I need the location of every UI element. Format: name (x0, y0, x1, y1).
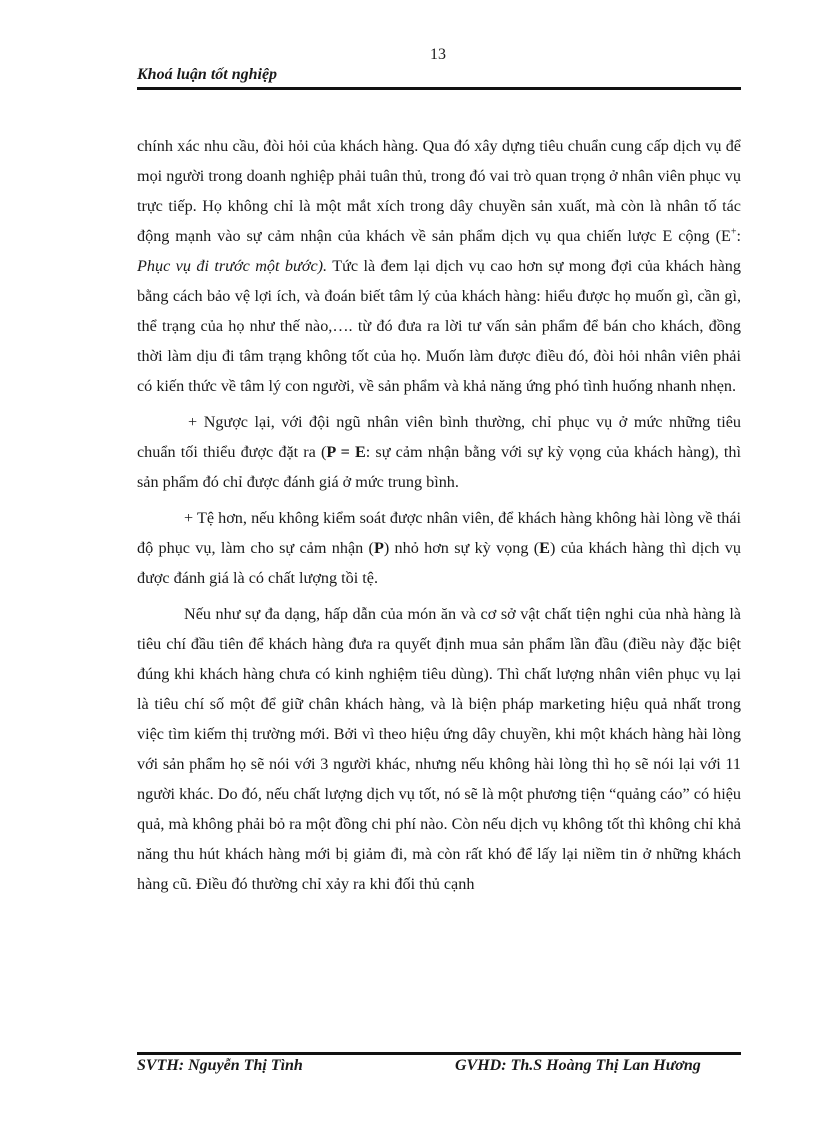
paragraph-2-formula: P = E (326, 443, 366, 461)
header-divider (137, 87, 741, 90)
paragraph-1-colon: : (736, 227, 741, 245)
e-plus-superscript: + (730, 226, 737, 238)
paragraph-3-text-a: + Tệ hơn, nếu không kiểm soát được nhân viên, để khách hàng không hài lòng về thái độ phục vụ, làm cho sự cảm nhận ( (137, 509, 741, 557)
paragraph-4: Nếu như sự đa dạng, hấp dẫn của món ăn và cơ sở vật chất tiện nghi của nhà hàng là tiêu chí đầu tiên để khách hàng đưa ra quyết định mua sản phẩm lần đầu (điều này đặc biệt đúng khi khách hàng chưa có kinh nghiệm tiêu dùng). Thì chất lượng nhân viên phục vụ lại là tiêu chí số một để giữ chân khách hàng, và là biện pháp marketing hiệu quả nhất trong việc tìm kiếm thị trường mới. Bởi vì theo hiệu ứng dây chuyền, khi một khách hàng hài lòng với sản phẩm họ sẽ nói với 3 người khác, nhưng nếu không hài lòng thì họ sẽ nói lại với 11 người khác. Do đó, nếu chất lượng dịch vụ tốt, nó sẽ là một phương tiện “quảng cáo” có hiệu quả, mà không phải bỏ ra một đồng chi phí nào. Còn nếu dịch vụ không tốt thì không chỉ khả năng thu hút khách hàng mới bị giảm đi, mà còn rất khó để lấy lại niềm tin ở những khách hàng cũ. Điều đó thường chỉ xảy ra khi đối thủ cạnh (137, 605, 741, 893)
footer-student: SVTH: Nguyễn Thị Tình (137, 1057, 303, 1074)
paragraph-3 (137, 503, 741, 593)
paragraph-3-bold-p: P (373, 539, 384, 557)
paragraph-1-text-a: chính xác nhu cầu, đòi hỏi của khách hàng. Qua đó xây dựng tiêu chuẩn cung cấp dịch vụ để mọi người trong doanh nghiệp phải tuân thủ, trong đó vai trò quan trọng ở nhân viên phục vụ trực tiếp. Họ không chỉ là một mắt xích trong dây chuyền sản xuất, mà còn là nhân tố tác động mạnh vào sự cảm nhận của khách về sản phẩm dịch vụ qua chiến lược E cộng (E (137, 137, 741, 245)
paragraph-1-text-b: Tức là đem lại dịch vụ cao hơn sự mong đợi của khách hàng bằng cách bảo vệ lợi ích, và đoán biết tâm lý của khách hàng: hiểu được họ muốn gì, cần gì, thể trạng của họ như thế nào,…. từ đó đưa ra lời tư vấn sản phẩm để bán cho khách, đồng thời làm dịu đi tâm trạng không tốt của họ. Muốn làm được điều đó, đòi hỏi nhân viên phải có kiến thức về tâm lý con người, về sản phẩm và khả năng ứng phó tình huống nhanh nhẹn. (137, 257, 741, 395)
document-header-title: Khoá luận tốt nghiệp (137, 66, 278, 83)
paragraph-2-text-a: + Ngược lại, với đội ngũ nhân viên bình thường, chỉ phục vụ ở mức những tiêu chuẩn tối thiểu được đặt ra ( (137, 413, 741, 461)
footer-advisor: GVHD: Th.S Hoàng Thị Lan Hương (455, 1057, 701, 1074)
paragraph-3-text-b: ) nhỏ hơn sự kỳ vọng ( (383, 539, 540, 557)
paragraph-1 (137, 131, 741, 401)
paragraph-3-text-c: ) của khách hàng thì dịch vụ được đánh giá là có chất lượng tồi tệ. (137, 539, 741, 587)
paragraph-2 (137, 407, 741, 497)
paragraph-2-text-b: : sự cảm nhận bằng với sự kỳ vọng của khách hàng), thì sản phẩm đó chỉ được đánh giá ở mức trung bình. (137, 443, 742, 491)
paragraph-1-italic: Phục vụ đi trước một bước). (137, 257, 328, 275)
document-body (137, 131, 741, 899)
footer-divider (137, 1052, 741, 1055)
paragraph-3-bold-e: E (539, 539, 550, 557)
page-number: 13 (430, 46, 446, 63)
